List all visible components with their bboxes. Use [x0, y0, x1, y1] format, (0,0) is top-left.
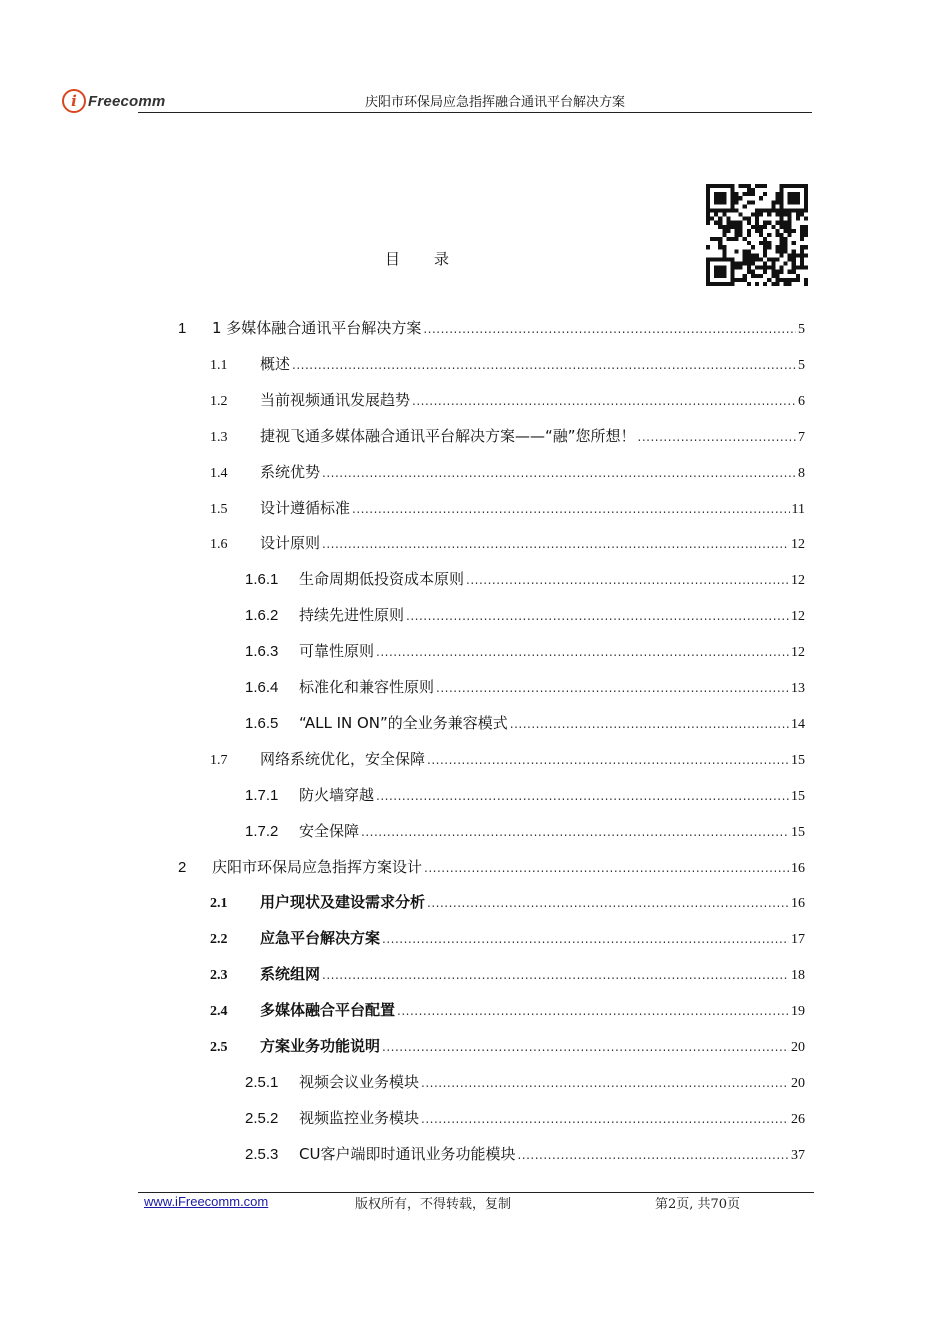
toc-dot-leader: [638, 430, 796, 444]
toc-entry-title: 视频会议业务模块: [299, 1072, 420, 1091]
toc-entry[interactable]: [245, 1107, 805, 1129]
toc-entry-title: 概述: [260, 354, 291, 373]
toc-entry[interactable]: [210, 748, 805, 770]
toc-entry-page-number: 5: [798, 357, 805, 373]
toc-dot-leader: [376, 789, 789, 803]
logo-wordmark: Freecomm: [88, 92, 166, 110]
toc-entry[interactable]: [210, 532, 805, 554]
toc-entry[interactable]: [210, 461, 805, 483]
toc-entry-title: 持续先进性原则: [299, 606, 405, 625]
toc-entry-number: 1.1: [210, 357, 228, 373]
toc-dot-leader: [517, 1148, 789, 1162]
toc-dot-leader: [382, 932, 789, 946]
toc-dot-leader: [397, 1004, 789, 1018]
toc-entry-page-number: 20: [791, 1075, 805, 1091]
toc-entry-page-number: 15: [791, 788, 805, 804]
toc-entry[interactable]: [210, 999, 805, 1021]
toc-entry[interactable]: [245, 1143, 805, 1165]
toc-entry-title: CU客户端即时通讯业务功能模块: [299, 1144, 516, 1163]
toc-dot-leader: [427, 753, 789, 767]
toc-dot-leader: [421, 1076, 789, 1090]
toc-entry-page-number: 16: [791, 860, 805, 876]
toc-entry-title: 可靠性原则: [299, 642, 375, 661]
toc-entry-number: 2.5: [210, 1040, 228, 1055]
toc-dot-leader: [292, 358, 796, 372]
toc-entry-title: 标准化和兼容性原则: [299, 678, 435, 696]
toc-entry[interactable]: [245, 640, 805, 662]
toc-entry-number: 2.2: [210, 932, 228, 948]
toc-entry[interactable]: [210, 497, 805, 519]
toc-dot-leader: [352, 502, 790, 516]
toc-entry[interactable]: [245, 676, 805, 698]
toc-entry[interactable]: [245, 784, 805, 806]
toc-entry-page-number: 17: [791, 932, 805, 948]
toc-entry-page-number: 14: [791, 716, 805, 732]
toc-entry[interactable]: [210, 389, 805, 411]
toc-entry-title: 系统优势: [260, 462, 321, 481]
toc-dot-leader: [436, 681, 789, 695]
toc-entry-page-number: 12: [791, 573, 805, 589]
toc-entry-title: 视频监控业务模块: [299, 1108, 420, 1127]
document-header-title: 庆阳市环保局应急指挥融合通讯平台解决方案: [365, 95, 626, 110]
toc-entry-number: 1.6: [210, 537, 228, 553]
toc-entry-page-number: 15: [791, 752, 805, 768]
toc-entry-number: 2.1: [210, 896, 228, 912]
toc-entry-title: 多媒体融合平台配置: [260, 1001, 396, 1020]
toc-entry-number: 1.3: [210, 429, 228, 445]
toc-entry-title: 防火墙穿越: [299, 785, 375, 804]
toc-entry-title: 设计原则: [260, 534, 321, 553]
toc-dot-leader: [510, 717, 789, 731]
toc-entry-number: 2.4: [210, 1004, 228, 1020]
toc-entry-page-number: 37: [791, 1147, 805, 1163]
toc-entry-number: 1.7.2: [245, 822, 279, 840]
toc-entry-number: 2.3: [210, 968, 228, 984]
toc-dot-leader: [322, 466, 796, 480]
toc-entry-title: 当前视频通讯发展趋势: [260, 390, 411, 409]
toc-entry-title: 方案业务功能说明: [260, 1037, 381, 1055]
toc-dot-leader: [421, 1112, 789, 1126]
copyright-notice: 版权所有，不得转载，复制: [355, 1197, 512, 1212]
toc-dot-leader: [412, 394, 796, 408]
toc-entry[interactable]: [245, 820, 805, 842]
website-link[interactable]: www.iFreecomm.com: [144, 1194, 269, 1209]
toc-heading-char-2: 录: [434, 250, 450, 268]
toc-entry-page-number: 7: [798, 429, 805, 445]
toc-entry-title: 庆阳市环保局应急指挥方案设计: [212, 857, 423, 876]
qr-code-image: [706, 184, 808, 286]
toc-entry-page-number: 12: [791, 609, 805, 625]
toc-entry[interactable]: [210, 1035, 805, 1057]
toc-entry-number: 1.2: [210, 393, 228, 409]
toc-entry-page-number: 11: [791, 501, 805, 517]
toc-entry[interactable]: [245, 712, 805, 734]
toc-entry-page-number: 12: [791, 645, 805, 661]
toc-entry[interactable]: [210, 425, 805, 447]
toc-dot-leader: [424, 861, 789, 875]
toc-entry-title: 1 多媒体融合通讯平台解决方案: [212, 319, 422, 337]
toc-entry-title: 用户现状及建设需求分析: [260, 893, 426, 912]
toc-entry-number: 1.4: [210, 465, 228, 481]
toc-entry-page-number: 26: [791, 1111, 805, 1127]
toc-entry-page-number: 13: [791, 681, 805, 696]
toc-heading-char-1: 目: [385, 250, 401, 268]
toc-entry-page-number: 12: [791, 537, 805, 553]
toc-entry-page-number: 18: [791, 968, 805, 984]
toc-dot-leader: [361, 825, 789, 839]
toc-entry-title: 网络系统优化，安全保障: [260, 749, 426, 768]
toc-dot-leader: [406, 609, 789, 623]
toc-dot-leader: [423, 322, 796, 336]
toc-dot-leader: [427, 896, 789, 910]
toc-entry[interactable]: [178, 856, 805, 878]
toc-entry-number: 1.6.2: [245, 607, 279, 625]
toc-dot-leader: [322, 537, 789, 551]
toc-heading: [385, 248, 449, 269]
toc-entry-page-number: 6: [798, 393, 805, 409]
toc-entry-number: 2.5.2: [245, 1109, 279, 1127]
toc-entry-number: 1.5: [210, 501, 228, 517]
toc-entry-number: 1.6.3: [245, 643, 279, 661]
toc-entry-page-number: 5: [798, 322, 805, 337]
toc-entry-number: 1.6.1: [245, 571, 279, 589]
toc-entry-number: 2: [178, 858, 187, 876]
toc-entry-page-number: 19: [791, 1004, 805, 1020]
toc-entry-number: 1.7.1: [245, 786, 279, 804]
page-indicator: 第2页, 共70页: [655, 1197, 741, 1212]
toc-entry-title: “ALL IN ON”的全业务兼容模式: [299, 713, 508, 732]
toc-entry-title: 系统组网: [260, 965, 321, 984]
toc-entry[interactable]: [245, 568, 805, 590]
toc-entry-number: 1: [178, 320, 187, 337]
toc-entry[interactable]: [178, 317, 805, 339]
toc-entry[interactable]: [210, 963, 805, 985]
toc-entry-page-number: 20: [791, 1040, 805, 1055]
toc-entry-number: 1.7: [210, 752, 228, 768]
toc-entry-title: 设计遵循标准: [260, 498, 351, 517]
toc-entry-page-number: 8: [798, 465, 805, 481]
toc-entry-number: 2.5.1: [245, 1073, 279, 1091]
toc-entry-title: 捷视飞通多媒体融合通讯平台解决方案——“融”您所想！: [260, 426, 636, 445]
toc-dot-leader: [322, 968, 789, 982]
toc-dot-leader: [376, 645, 789, 659]
toc-entry-number: 2.5.3: [245, 1145, 279, 1163]
toc-entry-title: 应急平台解决方案: [260, 929, 381, 948]
toc-dot-leader: [466, 573, 789, 587]
toc-dot-leader: [382, 1040, 789, 1054]
logo-i-mark: i: [62, 89, 86, 113]
toc-entry-title: 生命周期低投资成本原则: [299, 570, 465, 589]
toc-entry-number: 1.6.5: [245, 714, 279, 732]
toc-entry[interactable]: [245, 1071, 805, 1093]
header-divider: [138, 112, 812, 113]
toc-entry[interactable]: [245, 604, 805, 626]
toc-entry-number: 1.6.4: [245, 679, 279, 696]
toc-entry-page-number: 16: [791, 896, 805, 912]
toc-entry[interactable]: [210, 891, 805, 913]
toc-entry[interactable]: [210, 353, 805, 375]
toc-entry-page-number: 15: [791, 824, 805, 840]
toc-entry[interactable]: [210, 927, 805, 949]
toc-entry-title: 安全保障: [299, 821, 360, 840]
